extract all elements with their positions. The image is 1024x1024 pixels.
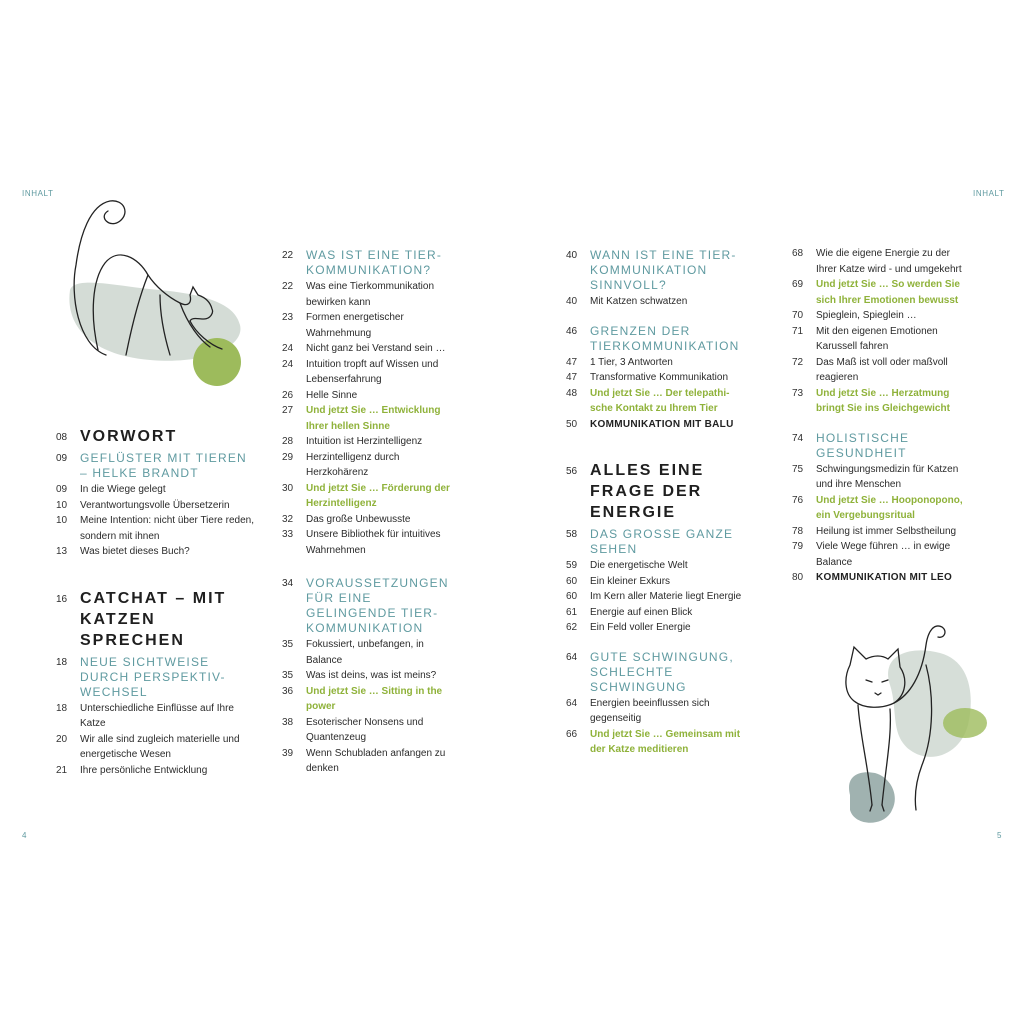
toc-entry[interactable]: [792, 539, 967, 570]
entry-page-number: 24: [282, 358, 294, 370]
entry-page-number: 47: [566, 372, 578, 383]
toc-entry[interactable]: [282, 746, 462, 777]
toc-chapter-catchat[interactable]: [56, 588, 256, 651]
entry-title: Fokussiert, unbefangen, in Balance: [306, 639, 424, 666]
entry-page-number: 79: [792, 541, 804, 552]
entry-page-number: 20: [56, 733, 68, 745]
entry-page-number: 35: [282, 639, 294, 650]
toc-section-holistisch: [792, 431, 967, 586]
chapter-title: CATCHAT – MIT KATZEN SPRECHEN: [80, 589, 227, 649]
section-page-number: 40: [566, 250, 578, 261]
entry-page-number: 61: [566, 606, 578, 618]
entry-title: Viele Wege führen … in ewige Balance: [816, 541, 951, 568]
toc-entry[interactable]: [566, 294, 746, 310]
chapter-title: VORWORT: [80, 428, 178, 445]
entry-title: In die Wiege gelegt: [80, 484, 166, 495]
section-page-number: 46: [566, 325, 578, 337]
entry-page-number: 35: [282, 670, 294, 681]
entry-page-number: 60: [566, 575, 578, 587]
toc-entry[interactable]: [56, 513, 256, 544]
toc-entry[interactable]: [566, 370, 746, 386]
entry-title: Und jetzt Sie … Herzatmung bringt Sie ins Gleichgewicht: [816, 387, 950, 414]
entry-title: Unterschiedliche Einflüsse auf Ihre Katze: [80, 702, 234, 729]
entry-title: Und jetzt Sie … Der telepathi-sche Kontakt zu Ihrem Tier: [590, 387, 730, 414]
entry-title: Meine Intention: nicht über Tiere reden, sondern mit ihnen: [80, 515, 254, 542]
toc-entry[interactable]: [566, 558, 746, 574]
toc-section-gefluester: [56, 451, 256, 560]
toc-entry[interactable]: [56, 498, 256, 514]
toc-entry[interactable]: [282, 357, 462, 388]
toc-entry[interactable]: [282, 512, 462, 528]
entry-page-number: 72: [792, 356, 804, 368]
entry-title: Die energetische Welt: [590, 560, 688, 571]
section-heading[interactable]: [792, 431, 967, 461]
entry-title: Und jetzt Sie … Förderung der Herzintelligenz: [306, 482, 450, 509]
section-title: NEUE SICHTWEISE DURCH PERSPEKTIV-WECHSEL: [80, 654, 226, 699]
section-heading[interactable]: [282, 248, 462, 278]
toc-entry[interactable]: [792, 386, 967, 417]
entry-page-number: 18: [56, 702, 68, 714]
entry-title: Ein kleiner Exkurs: [590, 575, 671, 587]
entry-title: Spieglein, Spieglein …: [816, 310, 917, 321]
entry-page-number: 26: [282, 389, 294, 401]
toc-section-sinnvoll: [566, 248, 746, 310]
entry-title: Das große Unbewusste: [306, 513, 411, 525]
entry-title: Verantwortungsvolle Übersetzerin: [80, 499, 230, 511]
toc-entry[interactable]: [282, 637, 462, 668]
toc-entry[interactable]: [282, 388, 462, 404]
running-head-left: INHALT: [22, 189, 54, 198]
section-page-number: 34: [282, 578, 294, 589]
entry-page-number: 30: [282, 482, 294, 494]
entry-title: Was bietet dieses Buch?: [80, 546, 190, 557]
entry-page-number: 80: [792, 572, 804, 583]
section-heading[interactable]: [566, 248, 746, 293]
toc-entry[interactable]: [792, 308, 967, 324]
entry-page-number: 71: [792, 325, 804, 337]
toc-entry[interactable]: [792, 462, 967, 493]
section-heading[interactable]: [566, 324, 746, 354]
toc-section-schwingung: [566, 650, 746, 758]
toc-entry[interactable]: [282, 684, 462, 715]
entry-page-number: 70: [792, 310, 804, 321]
toc-entry[interactable]: [282, 481, 462, 512]
entry-page-number: 76: [792, 494, 804, 506]
entry-title: Herzintelligenz durch Herzkohärenz: [306, 451, 400, 478]
section-heading[interactable]: [566, 527, 746, 557]
entry-page-number: 24: [282, 343, 294, 354]
entry-title: Was eine Tierkommunikation bewirken kann: [306, 281, 435, 308]
running-head-right: INHALT: [973, 189, 1005, 198]
entry-title: KOMMUNIKATION MIT LEO: [816, 572, 953, 583]
entry-page-number: 10: [56, 515, 68, 526]
toc-entry[interactable]: [566, 417, 746, 433]
entry-title: Und jetzt Sie … Gemeinsam mit der Katze meditieren: [590, 728, 741, 755]
entry-page-number: 48: [566, 387, 578, 399]
entry-page-number: 22: [282, 281, 294, 292]
entry-title: KOMMUNIKATION MIT BALU: [590, 418, 734, 430]
entry-page-number: 64: [566, 697, 578, 709]
entry-title: Was ist deins, was ist meins?: [306, 670, 437, 681]
section-title: WANN IST EINE TIER-KOMMUNIKATION SINNVOLL?: [590, 248, 737, 292]
walking-cat-illustration: [830, 605, 1000, 840]
toc-entry[interactable]: [282, 403, 462, 434]
toc-section-sichtweise: [56, 655, 256, 779]
entry-page-number: 60: [566, 591, 578, 602]
toc-entry[interactable]: [792, 324, 967, 355]
entry-page-number: 73: [792, 387, 804, 399]
toc-entry[interactable]: [792, 355, 967, 386]
chapter-page-number: 08: [56, 432, 68, 443]
toc-entry[interactable]: [56, 732, 256, 763]
section-page-number: 18: [56, 656, 68, 668]
entry-page-number: 13: [56, 546, 68, 557]
toc-entry[interactable]: [566, 355, 746, 371]
entry-title: Ein Feld voller Energie: [590, 622, 691, 633]
toc-entry[interactable]: [282, 341, 462, 357]
section-title: GUTE SCHWINGUNG, SCHLECHTE SCHWINGUNG: [590, 649, 734, 694]
chapter-page-number: 16: [56, 593, 68, 605]
entry-title: Im Kern aller Materie liegt Energie: [590, 591, 742, 602]
entry-title: Helle Sinne: [306, 389, 358, 401]
section-title: GEFLÜSTER MIT TIEREN – HELKE BRANDT: [80, 451, 247, 480]
entry-title: Wie die eigene Energie zu der Ihrer Katze wird - und umgekehrt: [816, 248, 962, 275]
toc-entry[interactable]: [282, 450, 462, 481]
entry-title: Und jetzt Sie … So werden Sie sich Ihrer Emotionen bewusst: [816, 279, 960, 306]
entry-page-number: 27: [282, 405, 294, 416]
toc-section-voraussetzungen: [282, 576, 462, 777]
entry-page-number: 33: [282, 529, 294, 540]
stretching-cat-illustration: [60, 195, 250, 395]
entry-title: Intuition ist Herzintelligenz: [306, 436, 423, 447]
entry-title: 1 Tier, 3 Antworten: [590, 356, 673, 368]
toc-entry[interactable]: [282, 527, 462, 558]
entry-title: Wir alle sind zugleich materielle und energetische Wesen: [80, 733, 240, 760]
entry-title: Energie auf einen Blick: [590, 606, 693, 618]
entry-page-number: 09: [56, 484, 68, 495]
entry-title: Schwingungsmedizin für Katzen und ihre Menschen: [816, 463, 959, 490]
page-number-right: 5: [997, 831, 1002, 840]
toc-entry[interactable]: [792, 493, 967, 524]
entry-title: Wenn Schubladen anfangen zu denken: [306, 747, 446, 774]
entry-page-number: 36: [282, 685, 294, 697]
toc-entry[interactable]: [792, 246, 967, 277]
toc-entry[interactable]: [56, 763, 256, 779]
toc-section-continued: [792, 246, 967, 417]
section-title: HOLISTISCHE GESUNDHEIT: [816, 430, 910, 460]
chapter-page-number: 56: [566, 466, 578, 477]
entry-page-number: 23: [282, 312, 294, 323]
section-page-number: 58: [566, 529, 578, 540]
entry-page-number: 39: [282, 747, 294, 759]
toc-chapter-energie[interactable]: [566, 460, 746, 523]
toc-entry[interactable]: [566, 605, 746, 621]
entry-page-number: 21: [56, 764, 68, 776]
entry-page-number: 10: [56, 499, 68, 511]
section-page-number: 64: [566, 651, 578, 663]
entry-title: Esoterischer Nonsens und Quantenzeug: [306, 716, 424, 743]
entry-page-number: 38: [282, 716, 294, 728]
toc-entry[interactable]: [792, 570, 967, 586]
section-page-number: 74: [792, 432, 804, 444]
toc-section-ganze: [566, 527, 746, 636]
toc-entry[interactable]: [282, 279, 462, 310]
toc-entry[interactable]: [566, 589, 746, 605]
entry-title: Das Maß ist voll oder maßvoll reagieren: [816, 356, 948, 383]
toc-chapter-vorwort[interactable]: [56, 426, 256, 447]
entry-title: Und jetzt Sie … Sitting in the power: [306, 685, 443, 712]
section-heading[interactable]: [566, 650, 746, 695]
entry-page-number: 59: [566, 560, 578, 571]
toc-section-tierkommunikation: [282, 248, 462, 558]
entry-title: Heilung ist immer Selbstheilung: [816, 525, 957, 537]
section-title: WAS IST EINE TIER-KOMMUNIKATION?: [306, 248, 443, 277]
entry-title: Nicht ganz bei Verstand sein …: [306, 343, 446, 354]
section-title: DAS GROSSE GANZE SEHEN: [590, 527, 734, 556]
entry-page-number: 32: [282, 513, 294, 525]
section-title: VORAUSSETZUNGEN FÜR EINE GELINGENDE TIER-KOMMUNIKATION: [306, 576, 449, 635]
toc-entry[interactable]: [566, 620, 746, 636]
section-heading[interactable]: [56, 655, 256, 700]
entry-title: Intuition tropft auf Wissen und Lebenserfahrung: [306, 358, 439, 385]
toc-entry[interactable]: [566, 386, 746, 417]
toc-section-grenzen: [566, 324, 746, 433]
entry-title: Energien beeinflussen sich gegenseitig: [590, 697, 710, 724]
toc-entry[interactable]: [282, 715, 462, 746]
entry-page-number: 75: [792, 463, 804, 475]
page-number-left: 4: [22, 831, 27, 840]
entry-title: Ihre persönliche Entwicklung: [80, 764, 208, 776]
entry-page-number: 62: [566, 622, 578, 633]
section-heading[interactable]: [56, 451, 256, 481]
entry-title: Unsere Bibliothek für intuitives Wahrnehmen: [306, 529, 441, 556]
toc-entry[interactable]: [56, 482, 256, 498]
toc-entry[interactable]: [282, 668, 462, 684]
toc-entry[interactable]: [56, 701, 256, 732]
entry-title: Und jetzt Sie … Hooponopono, ein Vergebungsritual: [816, 494, 963, 521]
chapter-title: ALLES EINE FRAGE DER ENERGIE: [590, 462, 705, 521]
toc-entry[interactable]: [792, 524, 967, 540]
entry-page-number: 47: [566, 356, 578, 368]
toc-entry[interactable]: [566, 696, 746, 727]
toc-entry[interactable]: [792, 277, 967, 308]
section-page-number: 09: [56, 453, 68, 464]
entry-page-number: 28: [282, 436, 294, 447]
toc-entry[interactable]: [282, 434, 462, 450]
section-page-number: 22: [282, 250, 294, 261]
toc-entry[interactable]: [566, 574, 746, 590]
entry-title: Mit den eigenen Emotionen Karussell fahren: [816, 325, 938, 352]
entry-page-number: 69: [792, 279, 804, 290]
entry-page-number: 66: [566, 728, 578, 740]
entry-title: Formen energetischer Wahrnehmung: [306, 312, 404, 339]
section-title: GRENZEN DER TIERKOMMUNIKATION: [590, 323, 740, 353]
toc-entry[interactable]: [282, 310, 462, 341]
entry-page-number: 29: [282, 451, 294, 463]
section-heading[interactable]: [282, 576, 462, 636]
entry-title: Und jetzt Sie … Entwicklung Ihrer hellen Sinne: [306, 405, 441, 432]
entry-title: Transformative Kommunikation: [590, 372, 729, 383]
toc-entry[interactable]: [56, 544, 256, 560]
toc-entry[interactable]: [566, 727, 746, 758]
entry-title: Mit Katzen schwatzen: [590, 296, 688, 307]
entry-page-number: 40: [566, 296, 578, 307]
entry-page-number: 78: [792, 525, 804, 537]
entry-page-number: 68: [792, 248, 804, 259]
entry-page-number: 50: [566, 418, 578, 430]
